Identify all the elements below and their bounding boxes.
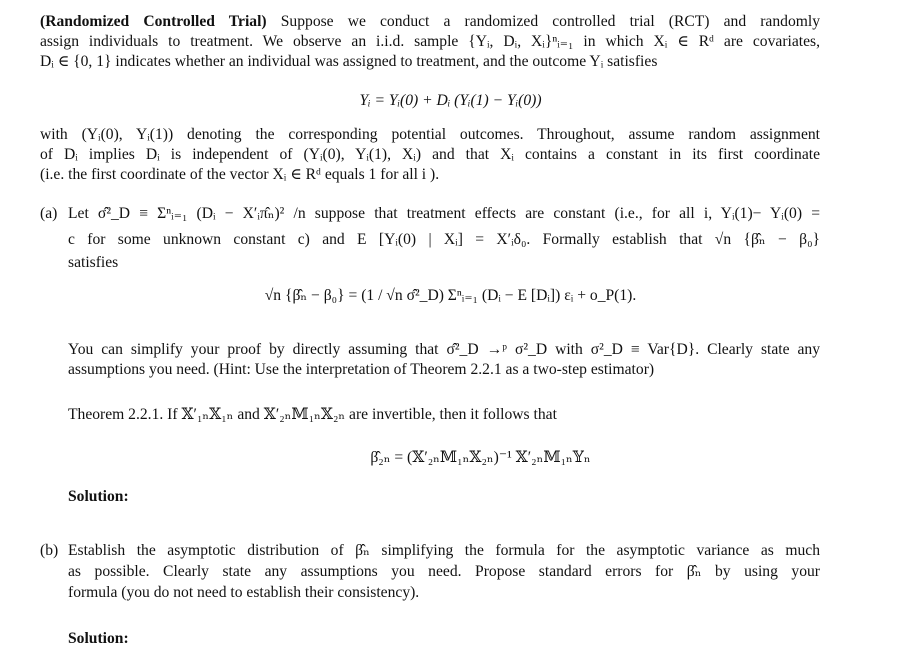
- problem-title: (Randomized Controlled Trial): [40, 13, 267, 30]
- asymptotic-expansion-equation: √n {β̂ₙ − β₀} = (1 / √n σ̂²_D) Σⁿᵢ₌₁ (Dᵢ − E [Dᵢ]) εᵢ + o_P(1).: [264, 287, 637, 304]
- intro-line-6: (i.e. the first coordinate of the vector Xᵢ ∈ Rᵈ equals 1 for all i ).: [40, 166, 440, 183]
- intro-line-5: of Dᵢ implies Dᵢ is independent of (Yᵢ(0), Yᵢ(1), Xᵢ) and that Xᵢ contains a constant in its first coordinate: [40, 146, 820, 163]
- intro-line-2: assign individuals to treatment. We observe an i.i.d. sample {Yᵢ, Dᵢ, Xᵢ}ⁿᵢ₌₁ in which Xᵢ ∈ Rᵈ are covariates,: [40, 33, 820, 50]
- part-b-solution-heading: Solution:: [68, 630, 129, 647]
- theorem-equation: β̂₂ₙ = (𝕏′₂ₙ𝕄₁ₙ𝕏₂ₙ)⁻¹ 𝕏′₂ₙ𝕄₁ₙ𝕐ₙ: [370, 449, 591, 466]
- intro-line-4: with (Yᵢ(0), Yᵢ(1)) denoting the corresponding potential outcomes. Throughout, assume random assignment: [40, 126, 820, 143]
- intro-line-3: Dᵢ ∈ {0, 1} indicates whether an individual was assigned to treatment, and the outcome Yᵢ satisfies: [40, 53, 658, 70]
- part-b-line-3: formula (you do not need to establish their consistency).: [68, 584, 420, 601]
- outcome-equation: Yᵢ = Yᵢ(0) + Dᵢ (Yᵢ(1) − Yᵢ(0)): [359, 92, 542, 109]
- part-a-line-3: satisfies: [68, 254, 119, 271]
- part-a-line-5: assumptions you need. (Hint: Use the interpretation of Theorem 2.2.1 as a two-step estimator): [68, 361, 655, 378]
- part-a-line-1: Let σ̂²_D ≡ Σⁿᵢ₌₁ (Dᵢ − X′ᵢπ̂ₙ)² /n suppose that treatment effects are constant (i.e., for all i, Yᵢ(1)− Yᵢ(0) =: [68, 205, 820, 222]
- part-a-line-2: c for some unknown constant c) and E [Yᵢ(0) | Xᵢ] = X′ᵢδ₀. Formally establish that √n {β̂ₙ − β₀}: [68, 231, 820, 248]
- intro-text: Suppose we conduct a randomized controlled trial (RCT) and randomly: [280, 13, 821, 30]
- part-b-line-2: as possible. Clearly state any assumptions you need. Propose standard errors for β̂ₙ by using your: [68, 563, 820, 580]
- theorem-statement: Theorem 2.2.1. If 𝕏′₁ₙ𝕏₁ₙ and 𝕏′₂ₙ𝕄₁ₙ𝕏₂ₙ are invertible, then it follows that: [68, 406, 557, 423]
- part-a-line-4: You can simplify your proof by directly assuming that σ̂²_D →ᵖ σ²_D with σ²_D ≡ Var{D}. Clearly state any: [68, 341, 820, 358]
- part-a-label: (a): [40, 205, 58, 222]
- part-b-label: (b): [40, 542, 59, 559]
- part-a-solution-heading: Solution:: [68, 488, 129, 505]
- intro-line-1: [40, 12, 820, 32]
- part-b-line-1: Establish the asymptotic distribution of β̂ₙ simplifying the formula for the asymptotic variance as much: [68, 542, 820, 559]
